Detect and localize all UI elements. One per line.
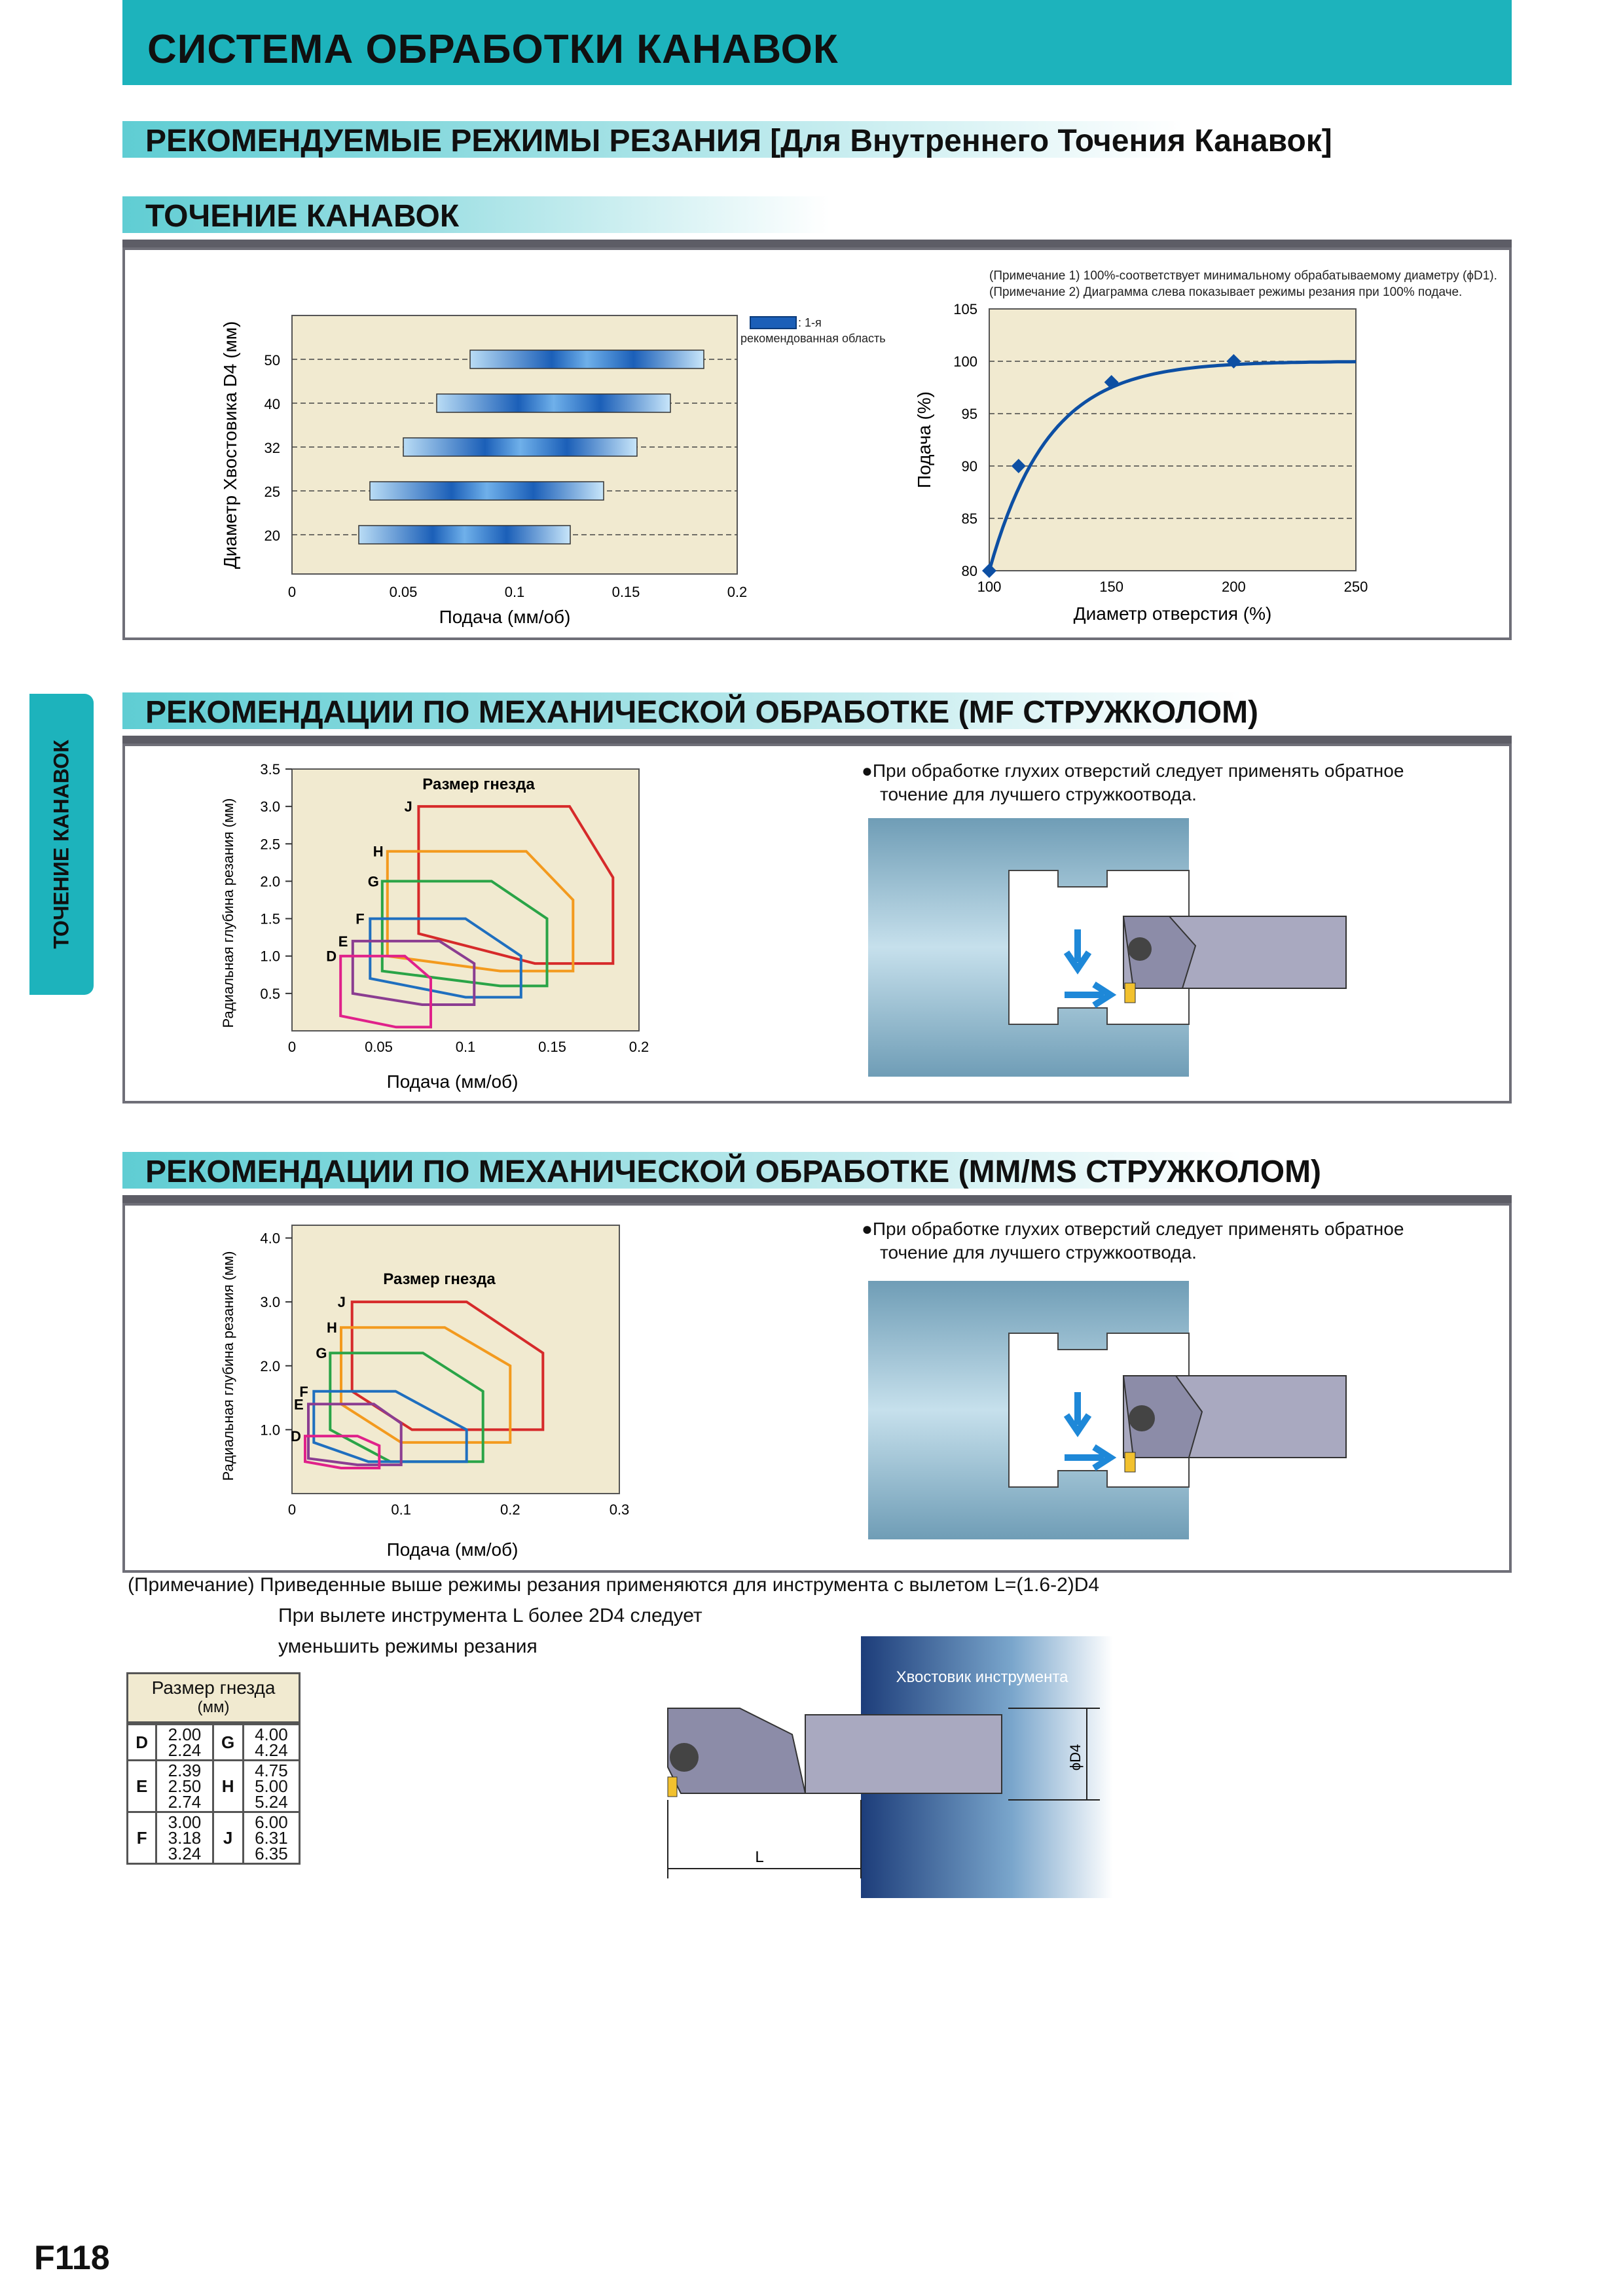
range-bar [437, 394, 670, 412]
x-tick-label: 0.05 [389, 584, 418, 600]
bar-chart [220, 315, 886, 627]
range-bar [370, 482, 604, 500]
region-label: D [326, 948, 337, 965]
screw-icon [1128, 937, 1152, 961]
size-values: 2.39 2.50 2.74 [156, 1761, 213, 1812]
x-tick-label: 0.05 [365, 1039, 393, 1055]
line-chart-ylabel: Подача (%) [914, 391, 934, 488]
region-label: F [356, 910, 365, 927]
machining-illustration [868, 818, 1346, 1077]
section-rule [122, 736, 1512, 744]
region-label: D [291, 1428, 301, 1445]
size-letter: F [128, 1812, 156, 1864]
footnote-line3: уменьшить режимы резания [278, 1636, 538, 1657]
mm-panel [122, 1203, 1512, 1573]
y-tick-label: 4.0 [260, 1230, 280, 1247]
x-tick-label: 200 [1221, 579, 1246, 595]
size-letter: E [128, 1761, 156, 1812]
mm-chart-xlabel: Подача (мм/об) [386, 1539, 519, 1560]
line-chart-plot-area [989, 309, 1356, 571]
x-tick-label: 0.2 [727, 584, 748, 600]
y-tick-label: 32 [264, 440, 280, 456]
y-tick-label: 50 [264, 352, 280, 368]
y-tick-label: 40 [264, 396, 280, 412]
tool-diagram [642, 1636, 1113, 1898]
y-tick-label: 2.5 [260, 836, 280, 853]
y-tick-label: 2.0 [260, 1357, 280, 1374]
insert-icon [1125, 983, 1135, 1003]
x-tick-label: 250 [1343, 579, 1368, 595]
region-label: G [316, 1345, 327, 1362]
mf-chart-title: Размер гнезда [422, 776, 535, 793]
mf-panel [122, 744, 1512, 1103]
region-label: E [294, 1396, 304, 1413]
side-tab-label: ТОЧЕНИЕ КАНАВОК [49, 740, 73, 949]
x-tick-label: 0 [287, 1501, 297, 1518]
x-tick-label: 0.15 [611, 584, 640, 600]
region-label: H [373, 843, 384, 860]
line-chart [914, 269, 1497, 624]
size-table-header [126, 1672, 301, 1723]
region-label: H [327, 1319, 337, 1336]
section-rule [122, 240, 1512, 247]
chart-note-1: (Примечание 1) 100%-соответствует минимальному обрабатываемому диаметру (ϕD1). [989, 269, 1497, 283]
size-letter: G [213, 1725, 243, 1761]
size-table [126, 1672, 301, 1865]
y-tick-label: 20 [264, 528, 280, 544]
legend-text-2: рекомендованная область [740, 332, 886, 345]
y-tick-label: 80 [961, 563, 977, 579]
shank-label: Хвостовик инструмента [896, 1668, 1068, 1686]
y-tick-label: 0.5 [260, 985, 280, 1002]
page-title: СИСТЕМА ОБРАБОТКИ КАНАВОК [147, 27, 839, 72]
size-table-row [128, 1725, 300, 1761]
y-tick-label: 2.0 [260, 873, 280, 890]
bullet-icon: ● [862, 1219, 873, 1239]
dim-d4-label: ϕD4 [1067, 1744, 1084, 1771]
section-grooving-title: ТОЧЕНИЕ КАНАВОК [145, 199, 460, 234]
size-values: 3.00 3.18 3.24 [156, 1812, 213, 1864]
size-values: 4.00 4.24 [243, 1725, 299, 1761]
line-chart-xlabel: Диаметр отверстия (%) [1073, 603, 1272, 624]
region-label: E [338, 933, 348, 950]
grooving-panel [122, 247, 1512, 640]
x-tick-label: 0.2 [500, 1501, 520, 1518]
bar-chart-ylabel: Диаметр Хвостовика D4 (мм) [220, 321, 240, 569]
region-label: F [299, 1383, 308, 1400]
footnote-line2: При вылете инструмента L более 2D4 следует [278, 1605, 702, 1626]
y-tick-label: 25 [264, 484, 280, 500]
x-tick-label: 0.2 [629, 1039, 649, 1055]
mf-chart-plot-area [292, 769, 639, 1031]
size-values: 2.00 2.24 [156, 1725, 213, 1761]
range-bar [403, 438, 637, 456]
x-tick-label: 0 [287, 584, 297, 600]
section-mm-title: РЕКОМЕНДАЦИИ ПО МЕХАНИЧЕСКОЙ ОБРАБОТКЕ (MM/MS СТРУЖКОЛОМ) [145, 1155, 1322, 1189]
bullet-icon: ● [862, 761, 873, 781]
mf-chart-ylabel: Радиальная глубина резания (мм) [220, 798, 236, 1028]
legend-swatch [750, 317, 796, 329]
screw-icon [670, 1743, 699, 1772]
grooving-charts [125, 250, 1509, 637]
y-tick-label: 3.5 [260, 761, 280, 778]
size-table-row [128, 1812, 300, 1864]
mm-chart-ylabel: Радиальная глубина резания (мм) [220, 1251, 236, 1481]
screw-icon [1129, 1405, 1155, 1431]
x-tick-label: 150 [1099, 579, 1124, 595]
mm-chart-title: Размер гнезда [383, 1270, 496, 1288]
y-tick-label: 105 [953, 301, 977, 317]
insert-icon [1125, 1452, 1135, 1472]
mm-bullet-line2: точение для лучшего стружкоотвода. [880, 1242, 1197, 1263]
range-bar [359, 526, 570, 544]
section-mf-title: РЕКОМЕНДАЦИИ ПО МЕХАНИЧЕСКОЙ ОБРАБОТКЕ (MF СТРУЖКОЛОМ) [145, 695, 1259, 730]
page-number: F118 [34, 2239, 110, 2277]
tool-shank [805, 1715, 1002, 1793]
x-tick-label: 0.3 [609, 1501, 630, 1518]
size-letter: H [213, 1761, 243, 1812]
mf-bullet-line2: точение для лучшего стружкоотвода. [880, 784, 1197, 804]
size-table-title: Размер гнезда [151, 1677, 276, 1698]
mm-bullet-line1: При обработке глухих отверстий следует применять обратное [872, 1219, 1404, 1239]
region-label: J [337, 1294, 346, 1311]
y-tick-label: 85 [961, 511, 977, 527]
size-values: 4.75 5.00 5.24 [243, 1761, 299, 1812]
size-table-grid [126, 1723, 301, 1865]
mf-bullet-line1: При обработке глухих отверстий следует применять обратное [872, 761, 1404, 781]
mm-bullet [862, 1217, 1404, 1265]
x-tick-label: 0.15 [538, 1039, 566, 1055]
mf-chart-xlabel: Подача (мм/об) [386, 1071, 519, 1092]
side-tab [29, 694, 94, 995]
x-tick-label: 0.1 [504, 584, 525, 600]
mf-bullet [862, 759, 1404, 806]
size-letter: D [128, 1725, 156, 1761]
region-label: G [367, 873, 379, 890]
chart-note-2: (Примечание 2) Диаграмма слева показывает режимы резания при 100% подаче. [989, 285, 1463, 299]
footnote-line1: (Примечание) Приведенные выше режимы резания применяются для инструмента с вылетом L=(1.6-2)D4 [128, 1574, 1100, 1596]
y-tick-label: 100 [953, 353, 977, 370]
size-table-row [128, 1761, 300, 1812]
x-tick-label: 0 [287, 1039, 297, 1055]
range-bar [470, 350, 704, 368]
y-tick-label: 90 [961, 458, 977, 475]
bar-chart-xlabel: Подача (мм/об) [439, 607, 571, 627]
size-letter: J [213, 1812, 243, 1864]
legend-text-1: : 1-я [798, 316, 822, 329]
y-tick-label: 1.0 [260, 1422, 280, 1439]
section-rule [122, 1195, 1512, 1203]
size-table-unit: (мм) [197, 1698, 230, 1716]
y-tick-label: 1.5 [260, 910, 280, 927]
y-tick-label: 3.0 [260, 798, 280, 816]
x-tick-label: 0.1 [391, 1501, 411, 1518]
x-tick-label: 0.1 [455, 1039, 476, 1055]
y-tick-label: 1.0 [260, 948, 280, 965]
machining-illustration [868, 1281, 1346, 1539]
section-recommended-title: РЕКОМЕНДУЕМЫЕ РЕЖИМЫ РЕЗАНИЯ [Для Внутреннего Точения Канавок] [145, 124, 1332, 158]
y-tick-label: 95 [961, 406, 977, 422]
insert-icon [668, 1777, 677, 1797]
y-tick-label: 3.0 [260, 1294, 280, 1311]
x-tick-label: 100 [977, 579, 1002, 595]
region-label: J [404, 798, 412, 816]
size-values: 6.00 6.31 6.35 [243, 1812, 299, 1864]
dim-l-label: L [755, 1848, 764, 1866]
